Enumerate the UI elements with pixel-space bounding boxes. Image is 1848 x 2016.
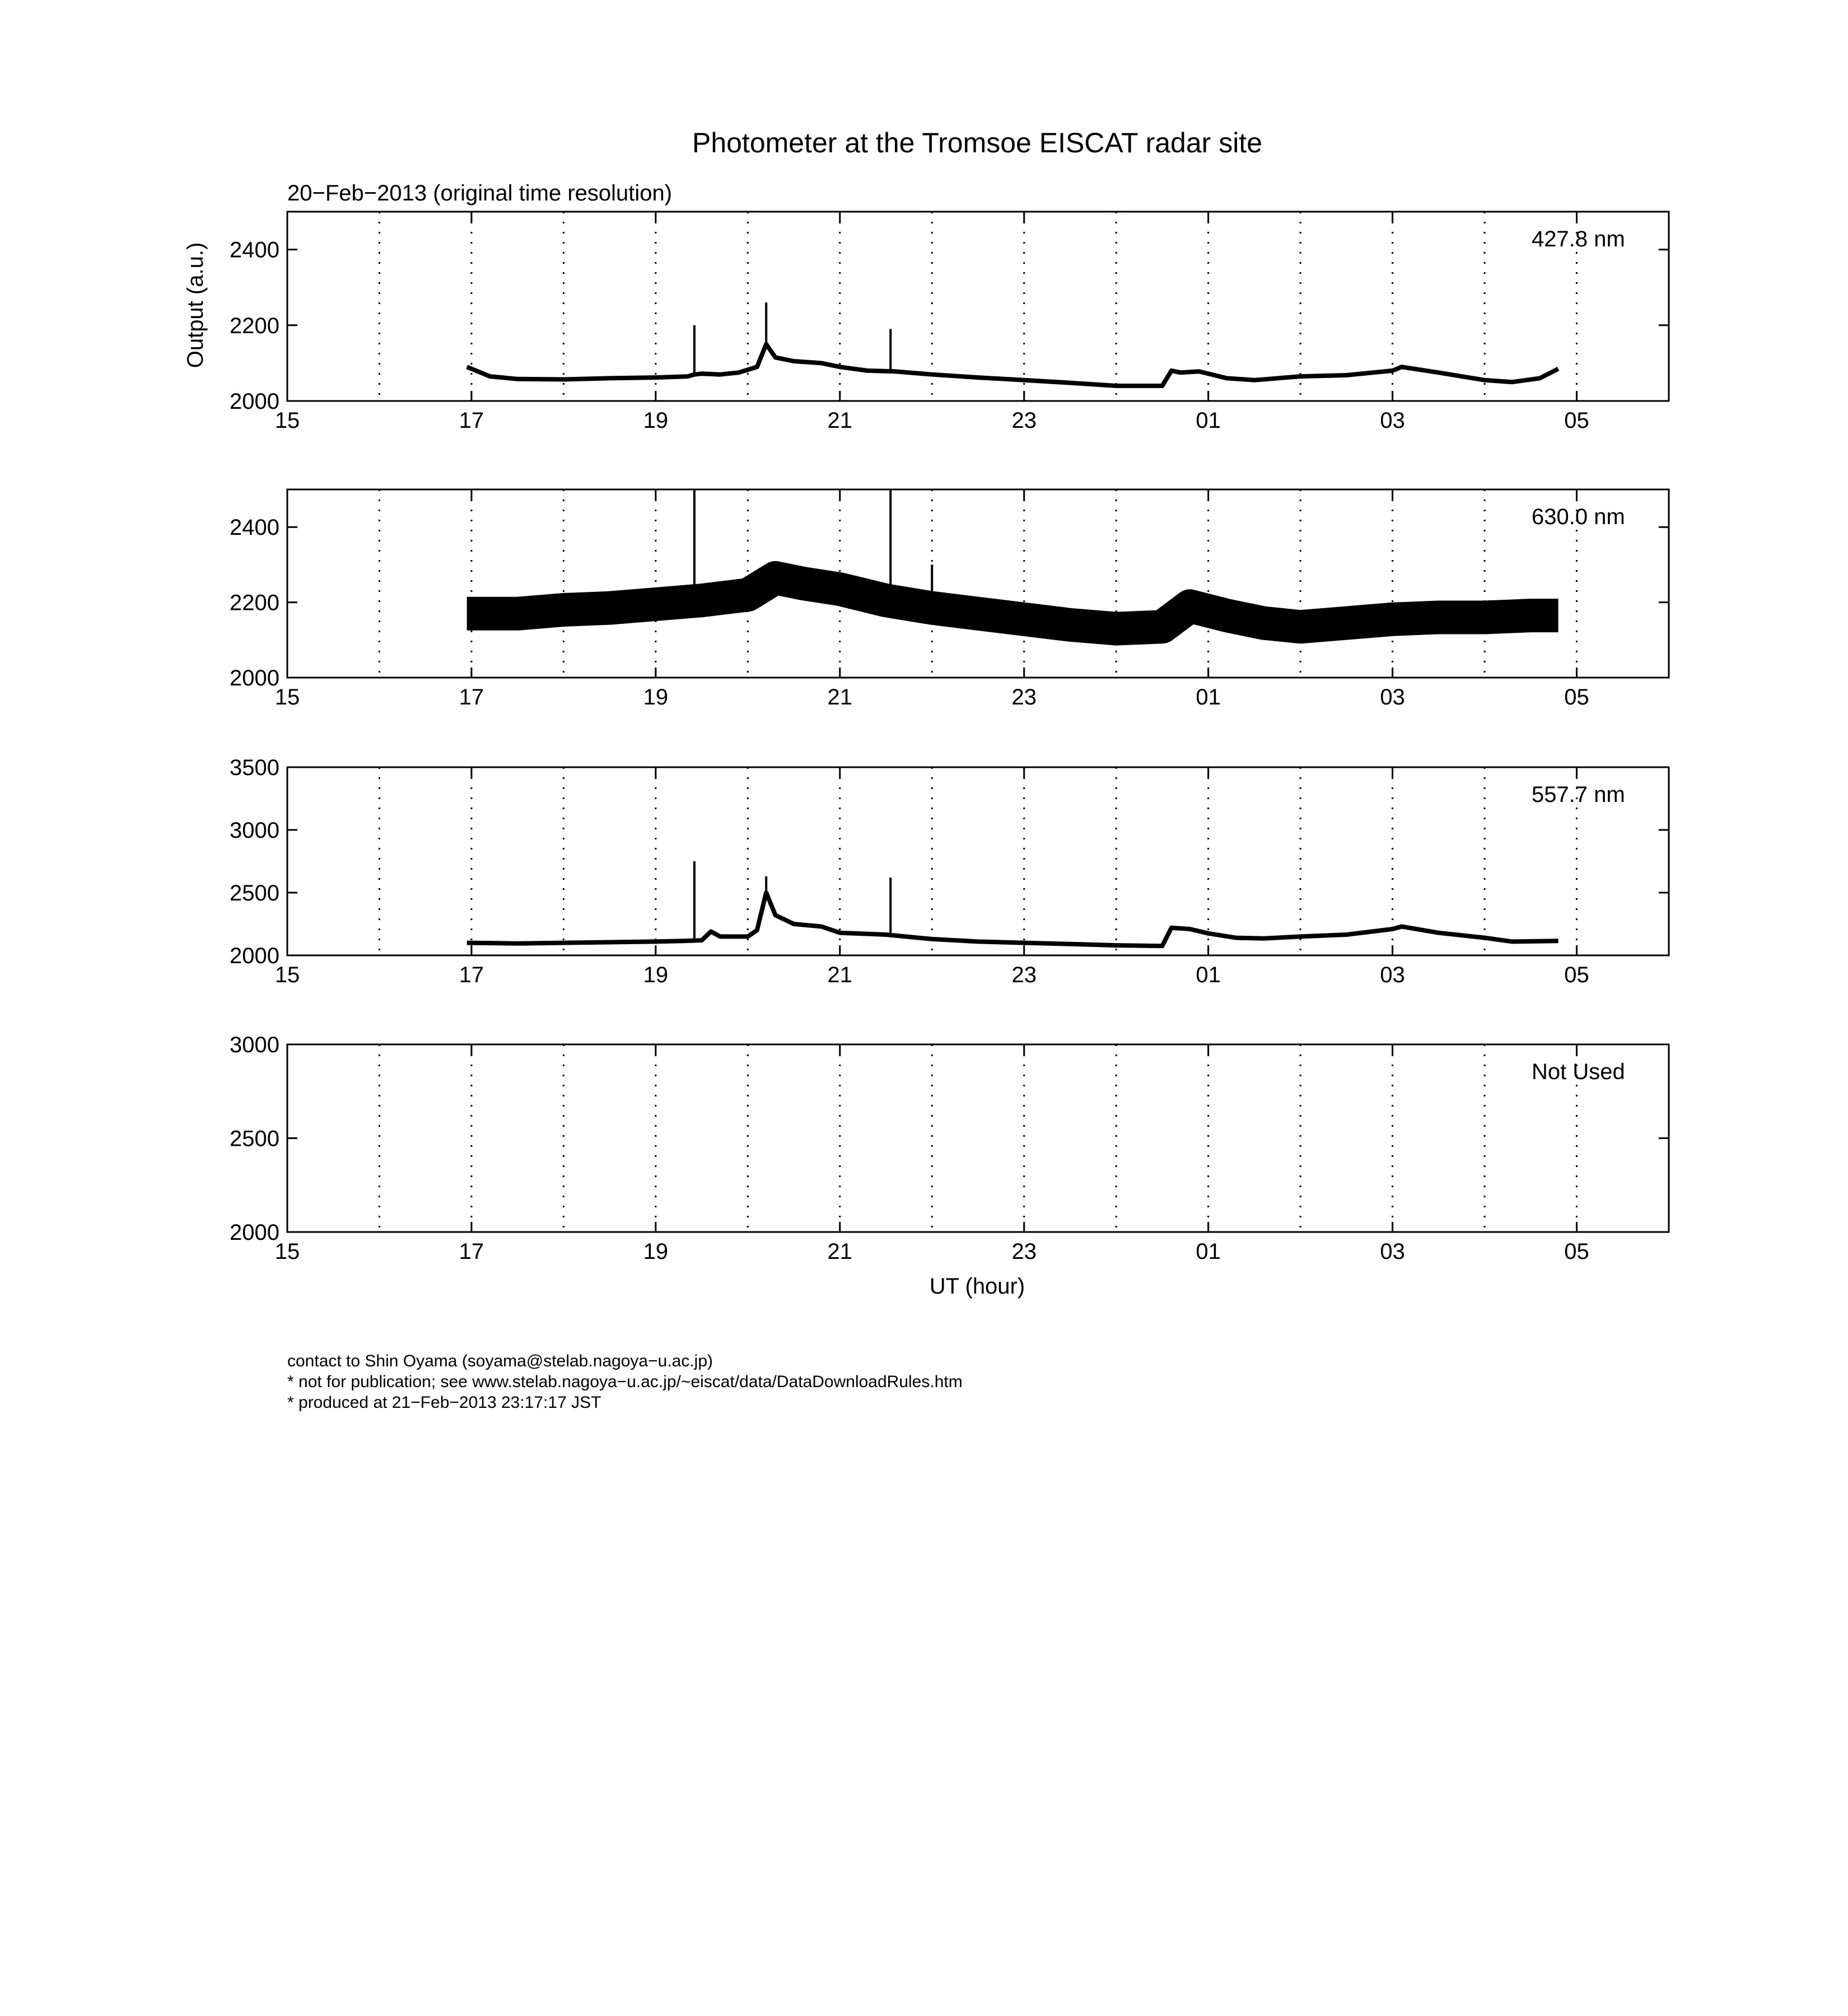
x-tick-label: 15 [274,1239,300,1264]
x-tick-label: 05 [1564,1239,1589,1264]
x-tick-label: 23 [1011,408,1037,433]
y-tick-label: 2000 [230,1220,279,1245]
axes-box [287,212,1669,401]
x-tick-label: 01 [1196,408,1221,433]
panel-1 [230,212,1669,433]
axes-box [287,489,1669,678]
x-tick-label: 05 [1564,685,1589,710]
chart-subtitle: 20−Feb−2013 (original time resolution) [287,181,673,206]
footer-produced: * produced at 21−Feb−2013 23:17:17 JST [287,1393,601,1412]
y-tick-label: 2400 [230,515,279,540]
x-tick-label: 03 [1380,408,1405,433]
series-line [467,578,1558,629]
y-tick-label: 2200 [230,590,279,615]
y-tick-label: 2400 [230,237,279,263]
x-tick-label: 21 [827,408,853,433]
y-tick-label: 2000 [230,389,279,414]
axes-box [287,1044,1669,1232]
panel-label: 557.7 nm [1532,782,1625,807]
x-tick-label: 15 [274,685,300,710]
panel-label: Not Used [1532,1060,1625,1084]
x-axis-label: UT (hour) [929,1274,1025,1299]
y-tick-label: 2500 [230,1126,279,1151]
panel-4 [230,1033,1669,1264]
panel-2 [230,489,1669,710]
y-tick-label: 2000 [230,666,279,690]
chart-title: Photometer at the Tromsoe EISCAT radar site [692,127,1263,158]
x-tick-label: 19 [643,685,669,710]
x-tick-label: 01 [1196,685,1221,710]
x-tick-label: 19 [643,408,669,433]
x-tick-label: 03 [1380,685,1405,710]
x-tick-label: 19 [643,963,669,987]
footer-rules: * not for publication; see www.stelab.nagoya−u.ac.jp/~eiscat/data/DataDownloadRules.htm [287,1373,963,1391]
series-line [467,344,1558,386]
x-tick-label: 01 [1196,1239,1221,1264]
panel-label: 427.8 nm [1532,227,1625,251]
series-line [467,893,1558,946]
x-tick-label: 05 [1564,963,1589,987]
x-tick-label: 17 [459,963,484,987]
y-tick-label: 2000 [230,944,279,968]
x-tick-label: 15 [274,963,300,987]
x-tick-label: 23 [1011,1239,1037,1264]
x-tick-label: 17 [459,685,484,710]
y-tick-label: 3000 [230,818,279,843]
x-tick-label: 23 [1011,685,1037,710]
x-tick-label: 15 [274,408,300,433]
panel-label: 630.0 nm [1532,505,1625,529]
y-tick-label: 2500 [230,881,279,906]
y-tick-label: 2200 [230,313,279,338]
x-tick-label: 19 [643,1239,669,1264]
x-tick-label: 03 [1380,1239,1405,1264]
y-tick-label: 3500 [230,755,279,780]
y-tick-label: 3000 [230,1033,279,1057]
axes-box [287,767,1669,955]
x-tick-label: 01 [1196,963,1221,987]
x-tick-label: 03 [1380,963,1405,987]
x-tick-label: 23 [1011,963,1037,987]
x-tick-label: 05 [1564,408,1589,433]
panel-3 [230,755,1669,987]
x-tick-label: 21 [827,1239,853,1264]
x-tick-label: 21 [827,963,853,987]
y-axis-label: Output (a.u.) [183,242,208,368]
x-tick-label: 21 [827,685,853,710]
footer-contact: contact to Shin Oyama (soyama@stelab.nagoya−u.ac.jp) [287,1352,713,1370]
x-tick-label: 17 [459,408,484,433]
x-tick-label: 17 [459,1239,484,1264]
panels [230,212,1669,1264]
